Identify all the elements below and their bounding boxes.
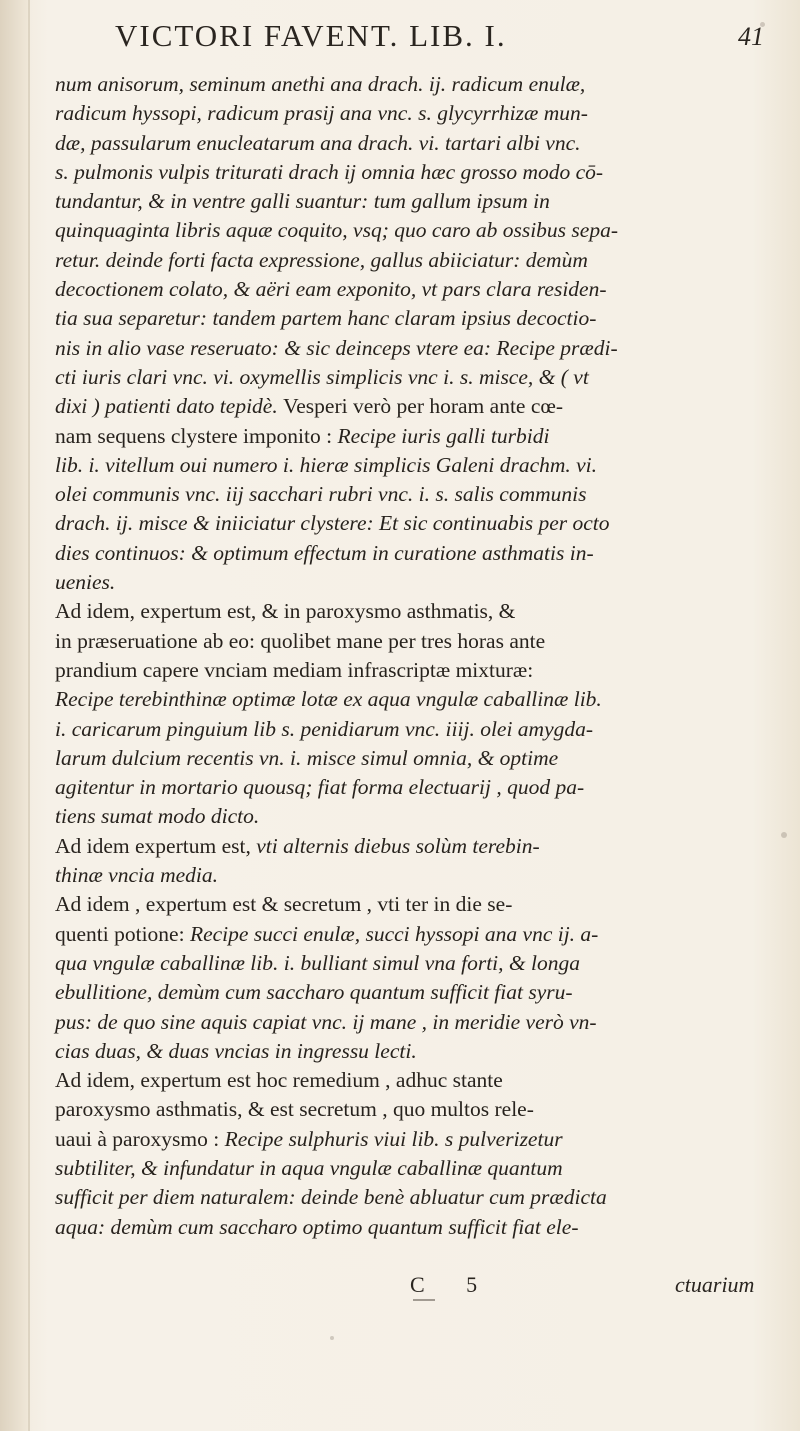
italic-text: ebullitione, demùm cum saccharo quantum sufficit fiat syru- — [55, 980, 573, 1005]
text-line — [55, 1066, 775, 1095]
italic-text: aqua: demùm cum saccharo optimo quantum sufficit fiat ele- — [55, 1214, 579, 1239]
page-number: 41 — [738, 22, 764, 51]
text-line — [55, 890, 775, 919]
text-line — [55, 304, 775, 333]
italic-text: retur. deinde forti facta expressione, gallus abiiciatur: demùm — [55, 247, 588, 272]
italic-text: larum dulcium recentis vn. i. misce simul omnia, & optime — [55, 745, 559, 770]
roman-text: Ad idem expertum est, — [55, 833, 257, 858]
text-line — [55, 509, 775, 538]
italic-text: nis in alio vase reseruato: & sic deinceps vtere ea: Recipe prædi- — [55, 335, 618, 360]
text-line — [55, 334, 775, 363]
roman-text: uaui à paroxysmo : — [55, 1126, 225, 1151]
roman-text: nam sequens clystere imponito : — [55, 423, 338, 448]
text-line — [55, 129, 775, 158]
signature-underline — [413, 1299, 435, 1301]
page-fold — [28, 0, 30, 1431]
italic-text: pus: de quo sine aquis capiat vnc. ij mane , in meridie verò vn- — [55, 1009, 597, 1034]
text-line — [55, 949, 775, 978]
roman-text: in præseruatione ab eo: quolibet mane per tres horas ante — [55, 628, 546, 653]
text-line — [55, 978, 775, 1007]
text-line — [55, 422, 775, 451]
roman-text: quenti potione: — [55, 921, 190, 946]
text-line — [55, 1183, 775, 1212]
text-line — [55, 1213, 775, 1242]
text-line — [55, 861, 775, 890]
italic-text: quinquaginta libris aquæ coquito, vsq; quo caro ab ossibus sepa- — [55, 218, 618, 243]
italic-text: dæ, passularum enucleatarum ana drach. vi. tartari albi vnc. — [55, 130, 581, 155]
text-line — [55, 832, 775, 861]
italic-text: i. caricarum pinguium lib s. penidiarum vnc. iiij. olei amygda- — [55, 716, 594, 741]
italic-text: Recipe iuris galli turbidi — [337, 423, 550, 448]
body-text — [55, 70, 775, 1242]
italic-text: sufficit per diem naturalem: deinde benè abluatur cum prædicta — [55, 1185, 607, 1210]
text-line — [55, 715, 775, 744]
italic-text: Recipe terebinthinæ optimæ lotæ ex aqua vngulæ caballinæ lib. — [55, 687, 602, 712]
roman-text: prandium capere vnciam mediam infrascriptæ mixturæ: — [55, 657, 534, 682]
text-line — [55, 246, 775, 275]
italic-text: radicum hyssopi, radicum prasij ana vnc. s. glycyrrhizæ mun- — [55, 101, 588, 126]
text-line — [55, 773, 775, 802]
text-line — [55, 1095, 775, 1124]
italic-text: Recipe sulphuris viui lib. s pulverizetur — [224, 1126, 563, 1151]
text-line — [55, 451, 775, 480]
text-line — [55, 363, 775, 392]
italic-text: qua vngulæ caballinæ lib. i. bulliant simul vna forti, & longa — [55, 950, 580, 975]
gutter-shadow — [0, 0, 28, 1431]
text-line — [55, 70, 775, 99]
italic-text: uenies. — [55, 570, 116, 595]
italic-text: agitentur in mortario quousq; fiat forma electuarij , quod pa- — [55, 775, 585, 800]
text-line — [55, 480, 775, 509]
text-line — [55, 597, 775, 626]
italic-text: tia sua separetur: tandem partem hanc claram ipsius decoctio- — [55, 306, 597, 331]
text-line — [55, 99, 775, 128]
paper-speck — [781, 832, 787, 838]
text-line — [55, 1125, 775, 1154]
italic-text: dixi ) patienti dato tepidè. — [55, 394, 284, 419]
text-line — [55, 627, 775, 656]
text-line — [55, 685, 775, 714]
italic-text: num anisorum, seminum anethi ana drach. ij. radicum enulæ, — [55, 72, 586, 96]
paper-speck — [760, 22, 765, 27]
text-line — [55, 1008, 775, 1037]
italic-text: cias duas, & duas vncias in ingressu lecti. — [55, 1038, 417, 1063]
italic-text: s. pulmonis vulpis triturati drach ij omnia hæc grosso modo cō- — [55, 159, 604, 184]
italic-text: lib. i. vitellum oui numero i. hieræ simplicis Galeni drachm. vi. — [55, 452, 598, 477]
italic-text: thinæ vncia media. — [55, 863, 219, 888]
text-line — [55, 216, 775, 245]
page-header — [0, 18, 800, 58]
text-line — [55, 392, 775, 421]
text-line — [55, 656, 775, 685]
italic-text: Recipe succi enulæ, succi hyssopi ana vnc ij. a- — [189, 921, 599, 946]
roman-text: Vesperi verò per horam ante cœ- — [283, 394, 564, 419]
text-line — [55, 802, 775, 831]
page-footer — [0, 1270, 800, 1302]
text-line — [55, 920, 775, 949]
italic-text: vti alternis diebus solùm terebin- — [256, 833, 540, 858]
italic-text: drach. ij. misce & iniiciatur clystere: Et sic continuabis per octo — [55, 511, 610, 536]
italic-text: dies continuos: & optimum effectum in curatione asthmatis in- — [55, 540, 594, 565]
roman-text: Ad idem, expertum est, & in paroxysmo asthmatis, & — [55, 599, 516, 624]
italic-text: decoctionem colato, & aëri eam exponito, vt pars clara residen- — [55, 277, 607, 302]
text-line — [55, 275, 775, 304]
italic-text: tundantur, & in ventre galli suantur: tum gallum ipsum in — [55, 189, 550, 214]
italic-text: cti iuris clari vnc. vi. oxymellis simplicis vnc i. s. misce, & ( vt — [55, 364, 589, 389]
catchword: ctuarium — [675, 1272, 755, 1297]
text-line — [55, 1037, 775, 1066]
text-line — [55, 568, 775, 597]
text-line — [55, 158, 775, 187]
signature-mark: C 5 — [410, 1272, 496, 1297]
italic-text: olei communis vnc. iij sacchari rubri vnc. i. s. salis communis — [55, 482, 587, 507]
italic-text: tiens sumat modo dicto. — [55, 804, 260, 829]
text-line — [55, 539, 775, 568]
text-line — [55, 187, 775, 216]
italic-text: subtiliter, & infundatur in aqua vngulæ caballinæ quantum — [55, 1155, 563, 1180]
running-head: VICTORI FAVENT. LIB. I. — [115, 18, 507, 53]
text-line — [55, 1154, 775, 1183]
roman-text: paroxysmo asthmatis, & est secretum , quo multos rele- — [55, 1097, 534, 1122]
roman-text: Ad idem , expertum est & secretum , vti ter in die se- — [55, 892, 513, 917]
text-line — [55, 744, 775, 773]
roman-text: Ad idem, expertum est hoc remedium , adhuc stante — [55, 1068, 503, 1093]
paper-speck — [330, 1336, 334, 1340]
